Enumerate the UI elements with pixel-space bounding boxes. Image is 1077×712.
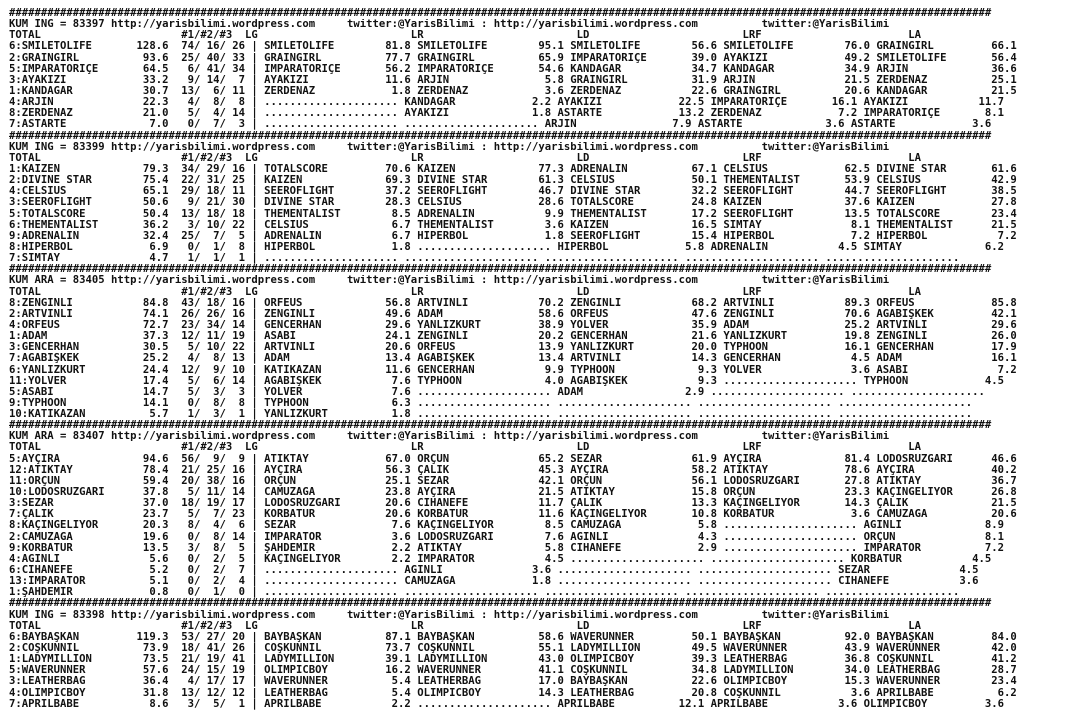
horse-row-line: 1:KANDAGAR 30.7 13/ 6/ 11 | ZERDENAZ 1.8 ZERDENAZ 3.6 ZERDENAZ 22.6 GRAINGIRL 20.6 KANDAGAR 21.5 bbox=[9, 85, 1017, 97]
race-header-line: KUM ING = 83398 http://yarisbilimi.wordpress.com twitter:@YarisBilimi : http://yarisbilimi.wordpress.com twitter:@YarisBilimi bbox=[9, 609, 890, 621]
separator-line: ########################################################################################################################################################## bbox=[9, 420, 992, 432]
horse-row-line: 5:WAVERUNNER 57.6 24/ 15/ 19 | OLIMPICBOY 16.2 WAVERUNNER 41.1 COŞKUNNİL 34.8 LADYMILLION 34.0 LEATHERBAG 28.7 bbox=[9, 665, 1017, 677]
horse-row-line: 3:SEEROFLIGHT 50.6 9/ 21/ 30 | DIVINE STAR 28.3 CELSIUS 28.6 TOTALSCORE 24.8 KAIZEN 37.6 KAIZEN 27.8 bbox=[9, 197, 1017, 209]
separator-line: ########################################################################################################################################################## bbox=[9, 8, 992, 19]
horse-row-line: 1:ADAM 37.3 12/ 11/ 19 | ASABİ 24.1 ZENGİNLİ 20.2 GENCERHAN 21.6 YANLIZKURT 19.8 ZENGİNLİ 26.0 bbox=[9, 331, 1017, 343]
horse-row-line: 7:SİMTAY 4.7 1/ 1/ 1 | ..................... ..................... ..................... ..................... ..................... bbox=[9, 253, 960, 265]
column-header-line: TOTAL #1/#2/#3 LG LR LD LRF LA bbox=[9, 30, 922, 42]
race-header-line: KUM ING = 83397 http://yarisbilimi.wordpress.com twitter:@YarisBilimi : http://yarisbilimi.wordpress.com twitter:@YarisBilimi bbox=[9, 19, 890, 31]
horse-row-line: 2:COŞKUNNİL 73.9 18/ 41/ 26 | COŞKUNNİL 73.7 COŞKUNNİL 55.1 LADYMILLION 49.5 WAVERUNNER 43.9 WAVERUNNER 42.0 bbox=[9, 643, 1017, 655]
horse-row-line: 1:ŞAHDEMİR 0.8 0/ 1/ 0 | ..................... ..................... ..................... ..................... ..................... bbox=[9, 587, 960, 599]
horse-row-line: 1:KAIZEN 79.3 34/ 29/ 16 | TOTALSCORE 70.6 KAIZEN 77.3 ADRENALİN 67.1 CELSIUS 62.5 DIVINE STAR 61.6 bbox=[9, 163, 1017, 175]
horse-row-line: 10:KATIKAZAN 5.7 1/ 3/ 1 | YANLIZKURT 1.8 ..................... ..................... ..................... ..................... bbox=[9, 409, 973, 421]
column-header-line: TOTAL #1/#2/#3 LG LR LD LRF LA bbox=[9, 152, 922, 164]
horse-row-line: 7:AĞABİŞKEK 25.2 4/ 8/ 13 | ADAM 13.4 AĞABİŞKEK 13.4 ARTVİNLİ 14.3 GENCERHAN 4.5 ADAM 16.1 bbox=[9, 353, 1017, 365]
horse-row-line: 2:GRAINGIRL 93.6 25/ 40/ 33 | GRAINGIRL 77.7 GRAINGIRL 65.9 İMPARATORİÇE 39.0 AYAKIZI 49.2 SMILETOLIFE 56.4 bbox=[9, 52, 1017, 64]
horse-row-line: 11:ORÇUN 59.4 20/ 38/ 16 | ORÇUN 25.1 SEZAR 42.1 ORÇUN 56.1 LODOSRÜZGARI 27.8 ATİKTAY 36.7 bbox=[9, 475, 1017, 487]
horse-row-line: 8:ZENGİNLİ 84.8 43/ 18/ 16 | ORFEUS 56.8 ARTVİNLİ 70.2 ZENGİNLİ 68.2 ARTVİNLİ 89.3 ORFEUS 85.8 bbox=[9, 297, 1017, 309]
separator-line: ########################################################################################################################################################## bbox=[9, 264, 992, 276]
horse-row-line: 1:LADYMILLION 73.5 21/ 19/ 41 | LADYMILLION 39.1 LADYMILLION 43.0 OLIMPICBOY 39.3 LEATHERBAG 36.8 COŞKUNNİL 41.2 bbox=[9, 654, 1017, 666]
horse-row-line: 9:ADRENALİN 32.4 25/ 7/ 5 | ADRENALİN 6.7 HİPERBOL 1.8 SEEROFLIGHT 15.4 HİPERBOL 7.2 HİPERBOL 7.2 bbox=[9, 230, 1017, 242]
horse-row-line: 3:GENCERHAN 30.5 5/ 10/ 22 | ARTVİNLİ 20.6 ORFEUS 13.9 YANLIZKURT 20.0 TYPHOON 16.1 GENCERHAN 17.9 bbox=[9, 342, 1017, 354]
horse-row-line: 5:ASABİ 14.7 5/ 3/ 3 | YOLVER 7.6 ..................... ADAM 2.9 ..................... ..................... bbox=[9, 386, 985, 398]
separator-line: ########################################################################################################################################################## bbox=[9, 598, 992, 610]
horse-row-line: 3:SEZAR 37.0 18/ 19/ 17 | LODOSRÜZGARI 20.6 CİHANEFE 11.7 ÇALIK 13.3 KAÇINGELİYOR 14.3 ÇALIK 21.5 bbox=[9, 498, 1017, 510]
horse-row-line: 4:AĞINLI 5.6 0/ 2/ 5 | KAÇINGELİYOR 2.2 İMPARATOR 4.5 ..................... ..................... KORBATUR 4.5 bbox=[9, 553, 992, 565]
horse-row-line: 8:HİPERBOL 6.9 0/ 1/ 8 | HİPERBOL 1.8 ..................... HİPERBOL 5.8 ADRENALİN 4.5 SİMTAY 6.2 bbox=[9, 241, 1004, 253]
horse-row-line: 6:THEMENTALIST 36.2 3/ 10/ 22 | CELSIUS 6.7 THEMENTALIST 3.6 KAIZEN 16.5 SİMTAY 8.1 THEMENTALIST 21.5 bbox=[9, 219, 1017, 231]
horse-row-line: 7:ASTARTE 7.0 0/ 7/ 3 | ..................... ..................... ARJIN 7.9 ASTARTE 3.6 ASTARTE 3.6 bbox=[9, 119, 992, 131]
horse-row-line: 2:ARTVİNLİ 74.1 26/ 26/ 16 | ZENGİNLİ 49.6 ADAM 58.6 ORFEUS 47.6 ZENGİNLİ 70.6 AĞABİŞKEK 42.1 bbox=[9, 308, 1017, 320]
column-header-line: TOTAL #1/#2/#3 LG LR LD LRF LA bbox=[9, 620, 922, 632]
horse-row-line: 6:BAYBAŞKAN 119.3 53/ 27/ 20 | BAYBAŞKAN 87.1 BAYBAŞKAN 58.6 WAVERUNNER 50.1 BAYBAŞKAN 92.0 BAYBAŞKAN 84.0 bbox=[9, 631, 1017, 643]
race-header-line: KUM ING = 83399 http://yarisbilimi.wordpress.com twitter:@YarisBilimi : http://yarisbilimi.wordpress.com twitter:@YarisBilimi bbox=[9, 141, 890, 153]
race-stats-text-document bbox=[9, 8, 1073, 710]
horse-row-line: 6:CİHANEFE 5.2 0/ 2/ 7 | ..................... AĞINLI 3.6 ..................... ..................... SEZAR 4.5 bbox=[9, 565, 979, 577]
race-header-line: KUM ARA = 83405 http://yarisbilimi.wordpress.com twitter:@YarisBilimi : http://yarisbilimi.wordpress.com twitter:@YarisBilimi bbox=[9, 275, 890, 287]
horse-row-line: 12:ATİKTAY 78.4 21/ 25/ 16 | AYÇIRA 56.3 ÇALIK 45.3 AYÇIRA 58.2 ATİKTAY 78.6 AYÇIRA 40.2 bbox=[9, 464, 1017, 476]
horse-row-line: 4:ORFEUS 72.7 23/ 34/ 14 | GENCERHAN 29.6 YANLIZKURT 38.9 YOLVER 35.9 ADAM 25.2 ARTVİNLİ 29.6 bbox=[9, 319, 1017, 331]
horse-row-line: 5:AYÇIRA 94.6 56/ 9/ 9 | ATİKTAY 67.0 ORÇUN 65.2 SEZAR 61.9 AYÇIRA 81.4 LODOSRÜZGARI 46.6 bbox=[9, 453, 1017, 465]
horse-row-line: 10:LODOSRÜZGARI 37.8 5/ 11/ 14 | CAMUZAĞA 23.8 AYÇIRA 21.5 ATİKTAY 15.8 ORÇUN 23.3 KAÇINGELİYOR 26.8 bbox=[9, 487, 1017, 499]
horse-row-line: 6:SMILETOLIFE 128.6 74/ 16/ 26 | SMILETOLIFE 81.8 SMILETOLIFE 95.1 SMILETOLIFE 56.6 SMILETOLIFE 76.0 GRAINGIRL 66.1 bbox=[9, 41, 1017, 53]
horse-row-line: 5:TOTALSCORE 50.4 13/ 18/ 18 | THEMENTALIST 8.5 ADRENALİN 9.9 THEMENTALIST 17.2 SEEROFLIGHT 13.5 TOTALSCORE 23.4 bbox=[9, 208, 1017, 220]
horse-row-line: 11:YOLVER 17.4 5/ 6/ 14 | AĞABİŞKEK 7.6 TYPHOON 4.0 AĞABİŞKEK 9.3 ..................... TYPHOON 4.5 bbox=[9, 375, 1004, 387]
horse-row-line: 3:AYAKIZI 33.2 9/ 14/ 7 | AYAKIZI 11.6 ARJIN 5.8 GRAINGIRL 31.9 ARJIN 21.5 ZERDENAZ 25.1 bbox=[9, 74, 1017, 86]
horse-row-line: 3:LEATHERBAG 36.4 4/ 17/ 17 | WAVERUNNER 5.4 LEATHERBAG 17.0 BAYBAŞKAN 22.6 OLIMPICBOY 15.3 WAVERUNNER 23.4 bbox=[9, 676, 1017, 688]
horse-row-line: 13:İMPARATOR 5.1 0/ 2/ 4 | ..................... CAMUZAĞA 1.8 ..................... ..................... CİHANEFE 3.6 bbox=[9, 576, 979, 588]
horse-row-line: 8:ZERDENAZ 21.0 5/ 4/ 14 | ..................... AYAKIZI 1.8 ASTARTE 13.2 ZERDENAZ 7.2 İMPARATORİÇE 8.1 bbox=[9, 108, 1004, 120]
horse-row-line: 2:DIVINE STAR 75.4 22/ 31/ 25 | KAIZEN 69.3 DIVINE STAR 61.3 CELSIUS 50.1 THEMENTALIST 53.9 CELSIUS 42.9 bbox=[9, 175, 1017, 187]
horse-row-line: 8:KAÇINGELİYOR 20.3 8/ 4/ 6 | SEZAR 7.6 KAÇINGELİYOR 8.5 CAMUZAĞA 5.8 ..................... AĞINLI 8.9 bbox=[9, 520, 1004, 532]
horse-row-line: 6:YANLIZKURT 24.4 12/ 9/ 10 | KATIKAZAN 11.6 GENCERHAN 9.9 TYPHOON 9.3 YOLVER 3.6 ASABİ 7.2 bbox=[9, 364, 1017, 376]
horse-row-line: 9:KORBATUR 13.5 3/ 8/ 5 | ŞAHDEMİR 2.2 ATİKTAY 5.8 CİHANEFE 2.9 ..................... İMPARATOR 7.2 bbox=[9, 542, 1004, 554]
horse-row-line: 7:APRILBABE 8.6 3/ 5/ 1 | APRILBABE 2.2 ..................... APRILBABE 12.1 APRILBABE 3.6 OLIMPICBOY 3.6 bbox=[9, 698, 1004, 710]
horse-row-line: 4:CELSIUS 65.1 29/ 18/ 11 | SEEROFLIGHT 37.2 SEEROFLIGHT 46.7 DIVINE STAR 32.2 SEEROFLIGHT 44.7 SEEROFLIGHT 38.5 bbox=[9, 186, 1017, 198]
race-header-line: KUM ARA = 83407 http://yarisbilimi.wordpress.com twitter:@YarisBilimi : http://yarisbilimi.wordpress.com twitter:@YarisBilimi bbox=[9, 431, 890, 443]
horse-row-line: 5:İMPARATORİÇE 64.5 6/ 41/ 34 | İMPARATORİÇE 56.2 İMPARATORİÇE 54.6 KANDAGAR 34.7 KANDAGAR 34.9 ARJIN 36.6 bbox=[9, 63, 1017, 75]
column-header-line: TOTAL #1/#2/#3 LG LR LD LRF LA bbox=[9, 442, 922, 454]
horse-row-line: 9:TYPHOON 14.1 0/ 8/ 8 | TYPHOON 6.3 ..................... ..................... ..................... ..................... bbox=[9, 397, 973, 409]
separator-line: ########################################################################################################################################################## bbox=[9, 130, 992, 142]
horse-row-line: 4:OLIMPICBOY 31.8 13/ 12/ 12 | LEATHERBAG 5.4 OLIMPICBOY 14.3 LEATHERBAG 20.8 COŞKUNNİL 3.6 APRILBABE 6.2 bbox=[9, 687, 1017, 699]
horse-row-line: 7:ÇALIK 23.7 5/ 7/ 23 | KORBATUR 20.6 KORBATUR 11.6 KAÇINGELİYOR 10.8 KORBATUR 3.6 CAMUZAĞA 20.6 bbox=[9, 509, 1017, 521]
column-header-line: TOTAL #1/#2/#3 LG LR LD LRF LA bbox=[9, 286, 922, 298]
horse-row-line: 2:CAMUZAĞA 19.6 0/ 8/ 14 | İMPARATOR 3.6 LODOSRÜZGARI 7.6 AĞINLI 4.3 ..................... ORÇUN 8.1 bbox=[9, 531, 1004, 543]
horse-row-line: 4:ARJIN 22.3 4/ 8/ 8 | ..................... KANDAGAR 2.2 AYAKIZI 22.5 İMPARATORİÇE 16.1 AYAKIZI 11.7 bbox=[9, 97, 1004, 109]
